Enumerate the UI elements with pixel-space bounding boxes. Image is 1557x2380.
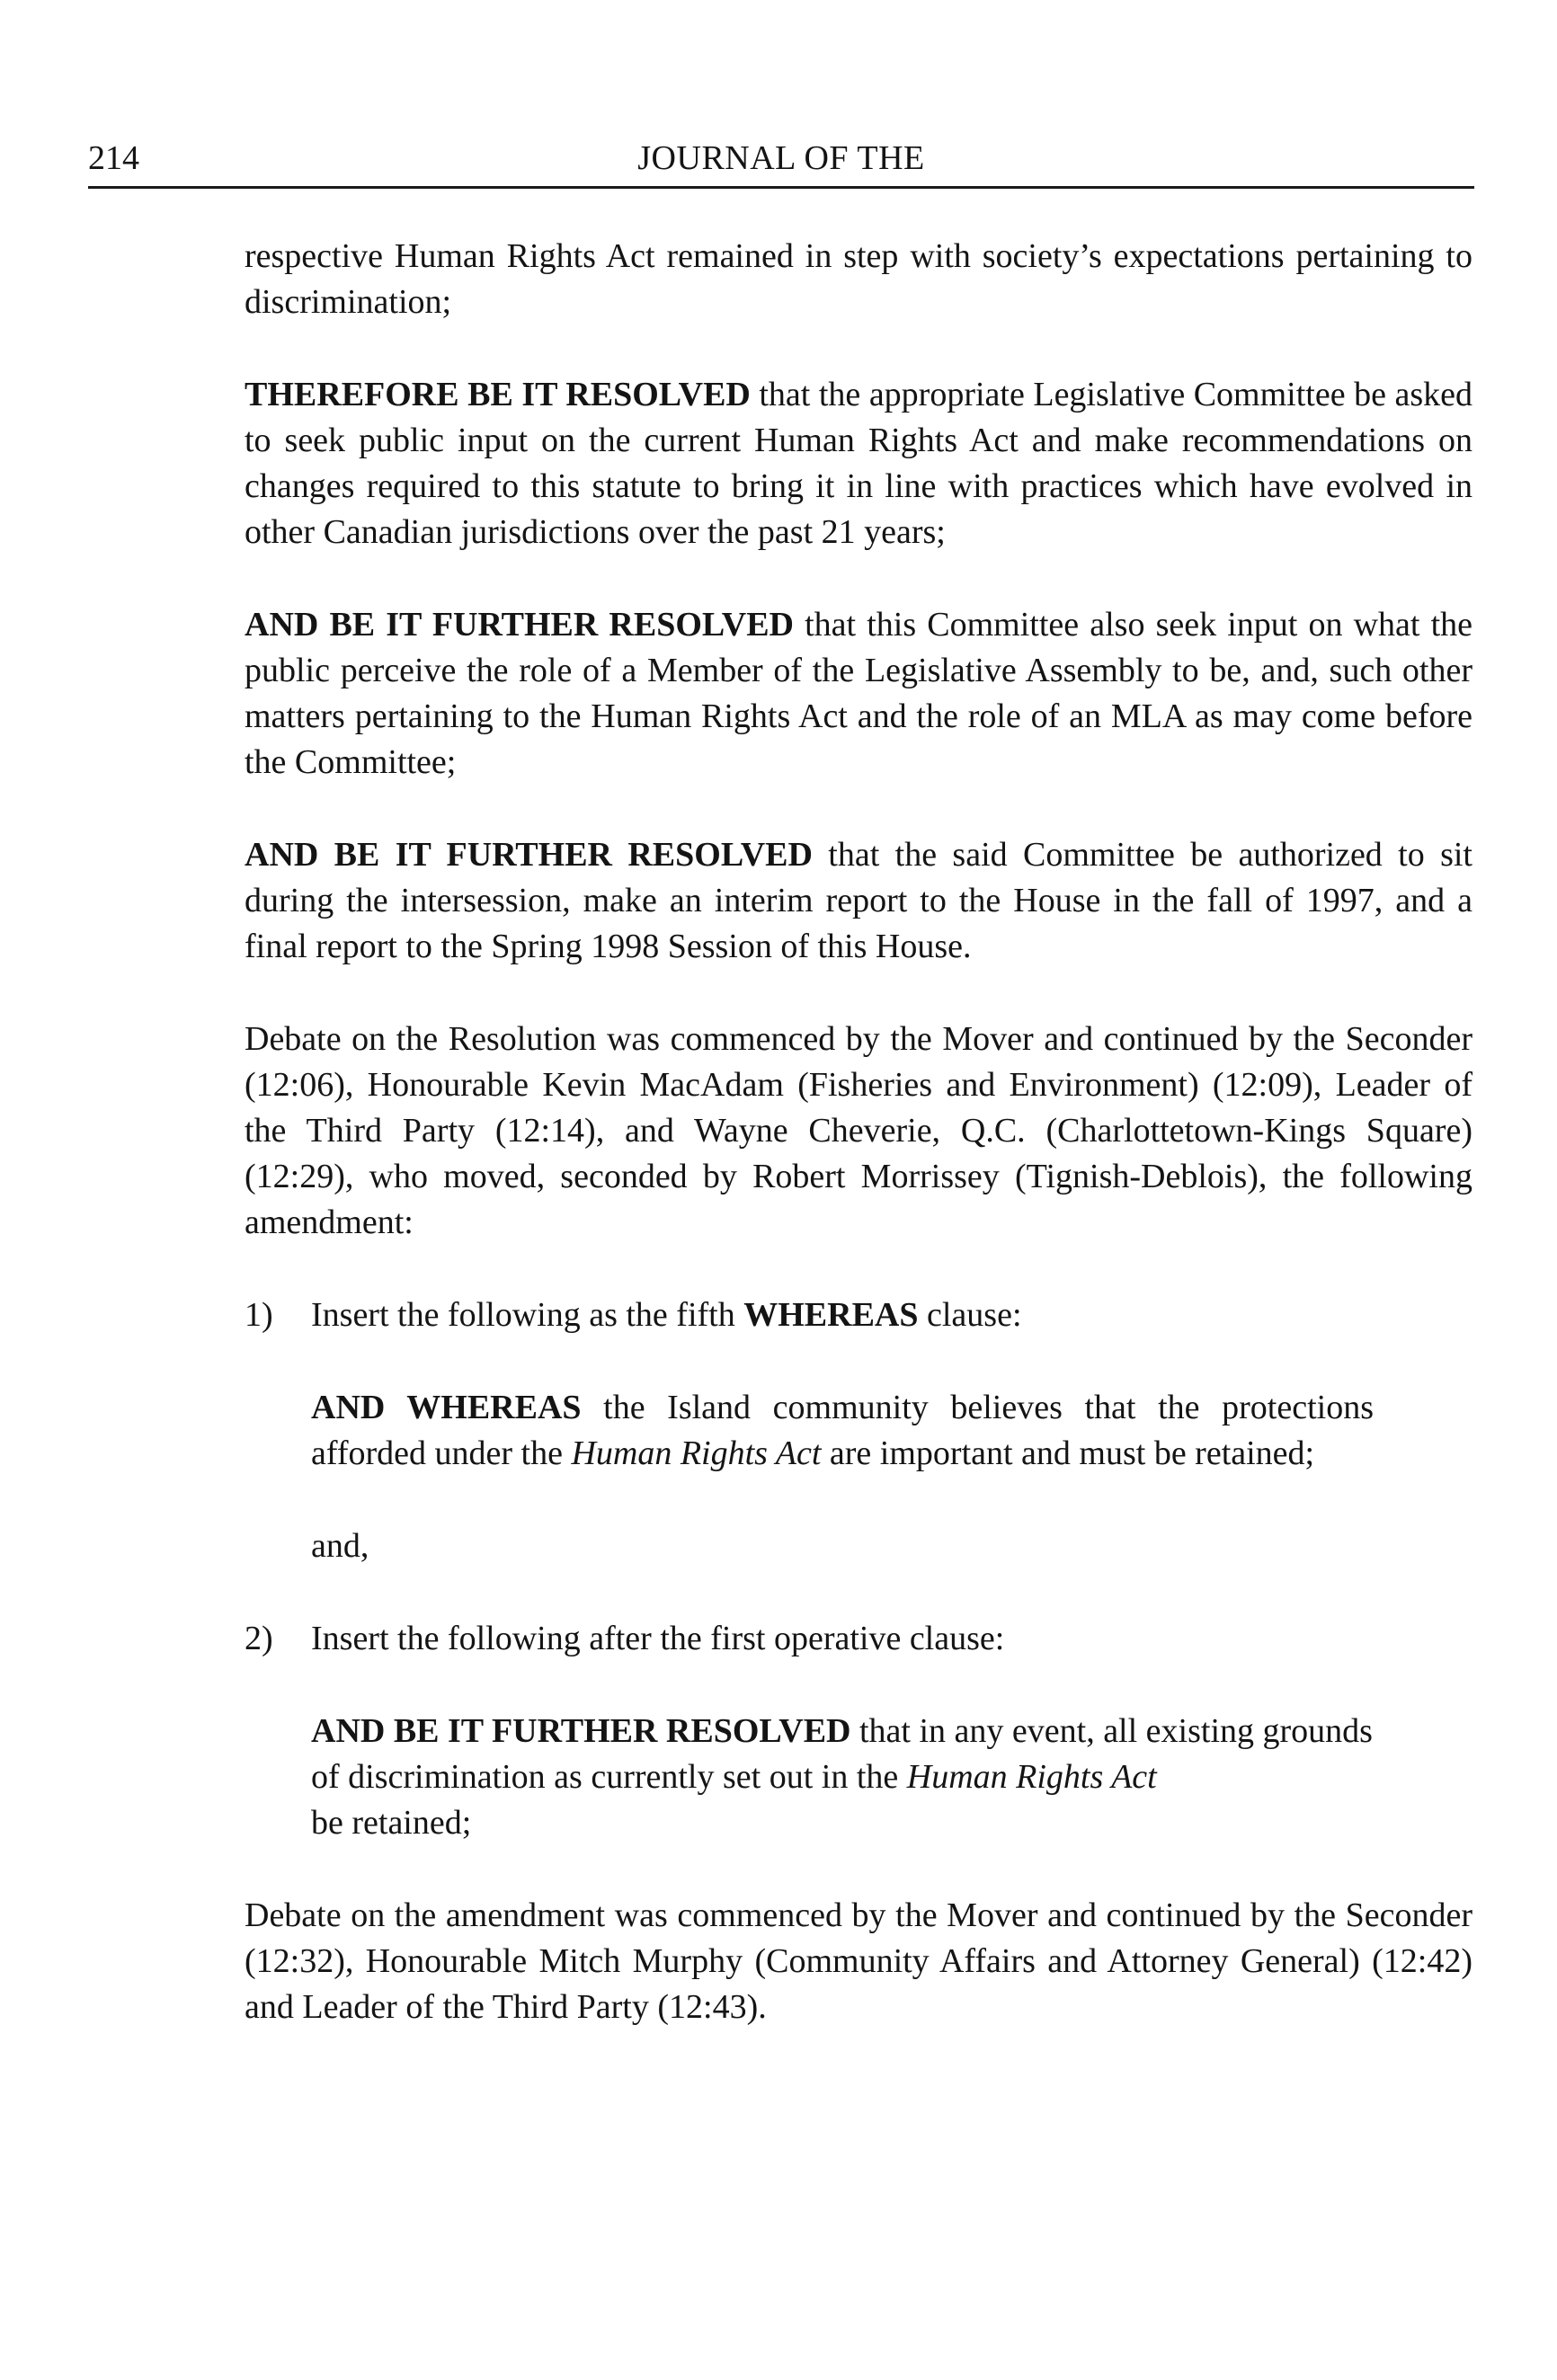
- act-title: Human Rights Act: [571, 1434, 822, 1472]
- resolution-lead: THEREFORE BE IT RESOLVED: [245, 376, 751, 413]
- instruction-bold: WHEREAS: [743, 1296, 919, 1334]
- page-body: [245, 234, 1472, 2030]
- paragraph-debate-resolution: Debate on the Resolution was commenced by the Mover and continued by the Seconder (12:06), Honourable Kevin MacAdam (Fisheries and Environment) (12:09), Leader of the Third Party (12:14), and Wayne Cheverie, Q.C. (Charlottetown-Kings Square) (12:29), who moved, seconded by Robert Morrissey (Tignish-Deblois), the following amendment:: [245, 1020, 1472, 1241]
- resolution-text: that the said Committee be authorized to sit during the intersession, make an interim report to the House in the fall of 1997, and a final report to the Spring 1998 Session of this House.: [245, 836, 1472, 965]
- amendment-clause-1: [245, 1385, 1374, 1569]
- paragraph-therefore-resolved: [245, 372, 1472, 555]
- instruction-text: Insert the following as the fifth: [311, 1296, 744, 1334]
- clause-lead: AND WHEREAS: [311, 1389, 582, 1426]
- paragraph-continuation: respective Human Rights Act remained in step with society’s expectations pertaining to discrimination;: [245, 237, 1472, 321]
- running-head: [88, 131, 1474, 185]
- amendment-clause-2: [245, 1709, 1374, 1846]
- amendment-item-2: [245, 1616, 1472, 1662]
- item-instruction: [311, 1292, 1472, 1338]
- item-number: 2): [245, 1620, 273, 1657]
- act-title: Human Rights Act: [906, 1758, 1157, 1796]
- clause-lead: AND BE IT FURTHER RESOLVED: [311, 1712, 851, 1750]
- paragraph-debate-amendment: Debate on the amendment was commenced by the Mover and continued by the Seconder (12:32), Honourable Mitch Murphy (Community Affairs and Attorney General) (12:42) and Leader of the Third Party (12:43).: [245, 1896, 1472, 2026]
- clause-body: that in any event, all existing grounds of discrimination as currently set out in the: [311, 1712, 1373, 1796]
- resolution-lead: AND BE IT FURTHER RESOLVED: [245, 836, 813, 874]
- amendment-item-1: [245, 1292, 1472, 1338]
- header-rule: [88, 186, 1474, 189]
- connector-text: and,: [311, 1527, 369, 1565]
- journal-title: JOURNAL OF THE: [637, 139, 925, 177]
- item-instruction: Insert the following after the first operative clause:: [311, 1620, 1005, 1657]
- instruction-text: clause:: [918, 1296, 1022, 1334]
- resolution-text: that the appropriate Legislative Committee be asked to seek public input on the current Human Rights Act and make recommendations on changes required to this statute to bring it in line with practices which have evolved in other Canadian jurisdictions over the past 21 years;: [245, 376, 1472, 551]
- paragraph-further-resolved-2: [245, 832, 1472, 970]
- clause-text: [311, 1385, 1374, 1477]
- resolution-lead: AND BE IT FURTHER RESOLVED: [245, 606, 794, 644]
- clause-body: be retained;: [311, 1804, 472, 1842]
- clause-text: [311, 1709, 1374, 1846]
- clause-body: the Island community believes that the protections afforded under the: [311, 1389, 1374, 1472]
- item-number: 1): [245, 1296, 273, 1334]
- resolution-text: that this Committee also seek input on what the public perceive the role of a Member of the Legislative Assembly to be, and, such other matters pertaining to the Human Rights Act and the role of an MLA as may come before the Committee;: [245, 606, 1472, 781]
- page-number: 214: [88, 139, 139, 177]
- paragraph-further-resolved-1: [245, 602, 1472, 786]
- clause-body: are important and must be retained;: [821, 1434, 1315, 1472]
